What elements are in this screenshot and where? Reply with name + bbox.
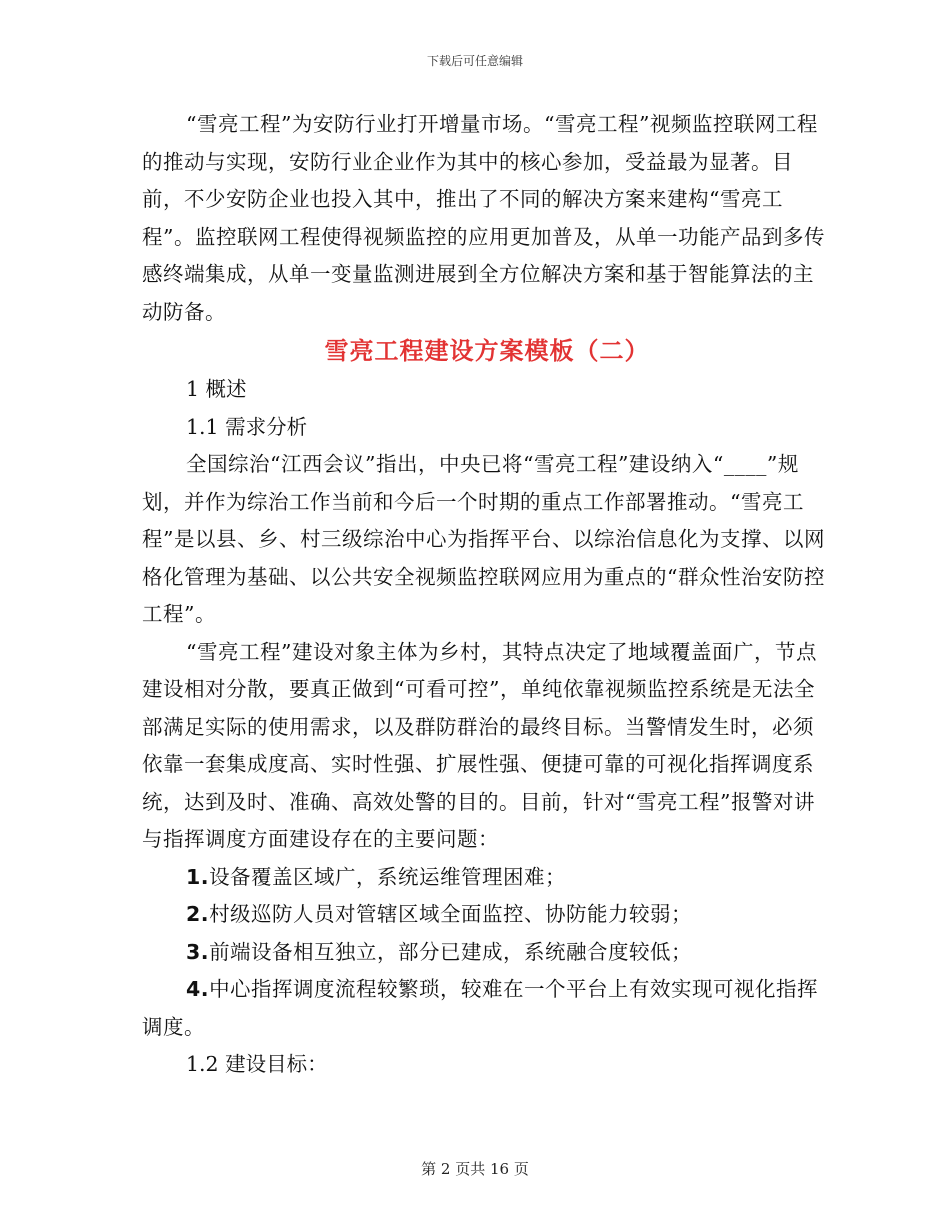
issue-item <box>142 971 832 1046</box>
issue-text: 前端设备相互独立，部分已建成，系统融合度较低； <box>209 939 693 964</box>
paragraph-requirements: 全国综治“江西会议”指出，中央已将“雪亮工程”建设纳入“____”规划，并作为综治工作当前和今后一个时期的重点工作部署推动。“雪亮工程”是以县、乡、村三级综治中心为指挥平台、以综治信息化为支撑、以网格化管理为基础、以公共安全视频监控联网应用为重点的“群众性治安防控工程”。 <box>142 452 825 626</box>
issue-number: 4. <box>186 977 210 1001</box>
issue-item <box>142 934 832 972</box>
issue-text: 中心指挥调度流程较繁琐，较难在一个平台上有效实现可视化指挥调度。 <box>142 977 819 1039</box>
issue-number: 1. <box>186 864 210 889</box>
issue-number: 3. <box>186 939 210 964</box>
issue-item <box>142 859 832 897</box>
intro-paragraph: “雪亮工程”为安防行业打开增量市场。“雪亮工程”视频监控联网工程的推动与实现，安防行业企业作为其中的核心参加，受益最为显著。目前，不少安防企业也投入其中，推出了不同的解决方案来建构“雪亮工程”。监控联网工程使得视频监控的应用更加普及，从单一功能产品到多传感终端集成，从单一变量监测进展到全方位解决方案和基于智能算法的主动防备。 <box>142 112 825 324</box>
page-footer: 第 2 页共 16 页 <box>421 1160 529 1178</box>
section-heading-1-2: 1.2 建设目标： <box>186 1052 328 1076</box>
issue-text: 村级巡防人员对管辖区域全面监控、协防能力较弱； <box>209 902 693 926</box>
paragraph-characteristics: “雪亮工程”建设对象主体为乡村，其特点决定了地域覆盖面广，节点建设相对分散，要真正做到“可看可控”，单纯依靠视频监控系统是无法全部满足实际的使用需求，以及群防群治的最终目标。当警情发生时，必须依靠一套集成度高、实时性强、扩展性强、便捷可靠的可视化指挥调度系统，达到及时、准确、高效处警的目的。目前，针对“雪亮工程”报警对讲与指挥调度方面建设存在的主要问题： <box>142 639 817 851</box>
issue-number: 2. <box>186 902 210 926</box>
issue-text: 设备覆盖区域广，系统运维管理困难； <box>209 864 567 889</box>
section-heading-1-1: 1.1 需求分析 <box>186 414 308 439</box>
issue-item <box>142 896 832 934</box>
document-title: 雪亮工程建设方案模板（二） <box>324 336 650 365</box>
section-heading-1: 1 概述 <box>186 377 247 401</box>
page-header: 下载后可任意编辑 <box>426 54 523 68</box>
document-body <box>142 106 832 1084</box>
